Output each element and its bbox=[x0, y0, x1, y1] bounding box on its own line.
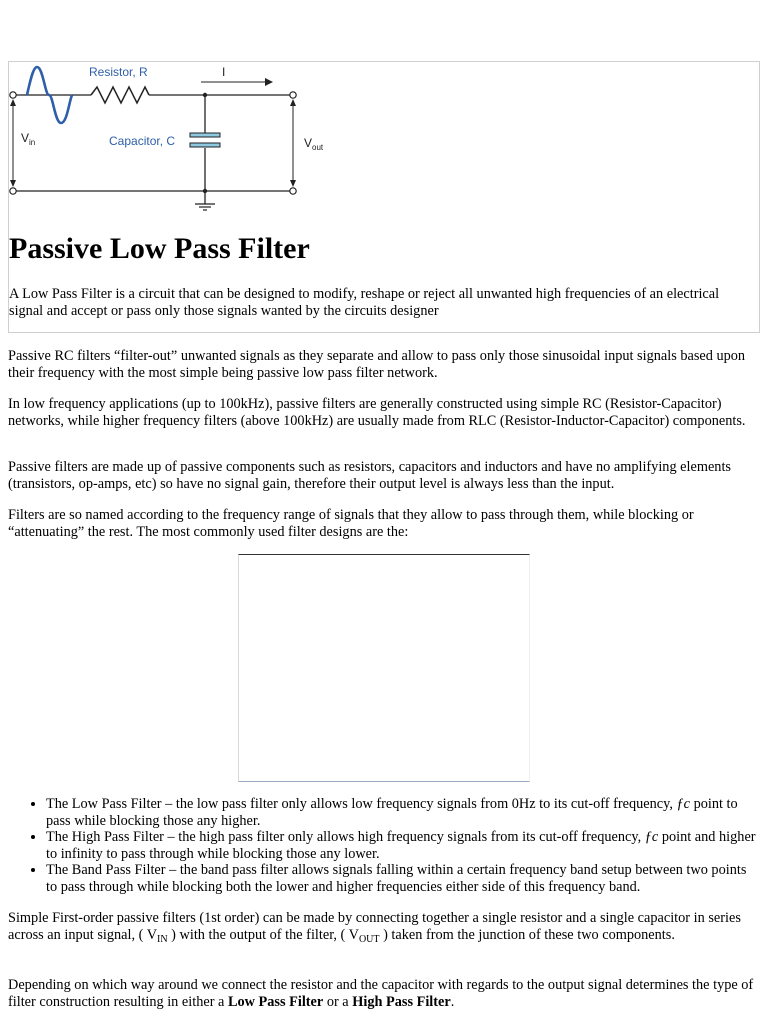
rc-circuit-diagram bbox=[9, 62, 339, 212]
list-item-low-pass: • The Low Pass Filter – the low pass filter only allows low frequency signals from 0Hz to its cut-off frequency, ƒc point to pass while blocking those any higher. bbox=[46, 796, 760, 829]
filter-figure-placeholder bbox=[238, 554, 530, 782]
resistor-label: Resistor, R bbox=[89, 65, 148, 79]
capacitor-label: Capacitor, C bbox=[109, 134, 176, 148]
list-item-high-pass: • The High Pass Filter – the high pass filter only allows high frequency signals from its cut-off frequency, ƒc point and higher to infinity to pass through while blocking those any lower. bbox=[46, 829, 760, 862]
paragraph-5: Simple First-order passive filters (1st order) can be made by connecting together a single resistor and a single capacitor in series across an input signal, ( $V_{IN}$ ) with the output of the filter, ( $V_{OUT}$ ) taken from the junction of these two components. bbox=[8, 910, 741, 945]
paragraph-4: Filters are so named according to the frequency range of signals that they allow to pass through them, while blocking or “attenuating” the rest. The most commonly used filter designs are the: bbox=[8, 507, 694, 540]
header-panel bbox=[8, 61, 760, 333]
vout-label: $V_{out}$ bbox=[304, 136, 324, 152]
paragraph-3: Passive filters are made up of passive components such as resistors, capacitors and inductors and have no amplifying elements (transistors, op-amps, etc) so have no signal gain, therefore their output level is always less than the input. bbox=[8, 459, 731, 492]
resistor-symbol bbox=[91, 87, 149, 103]
capacitor-plate-bottom bbox=[190, 143, 220, 147]
vin-label: $V_{in}$ bbox=[21, 131, 36, 147]
page-title: Passive Low Pass Filter bbox=[9, 232, 310, 265]
current-arrow-icon bbox=[265, 78, 273, 86]
summary-text: A Low Pass Filter is a circuit that can be designed to modify, reshape or reject all unwanted high frequencies of an electrical signal and accept or pass only those signals wanted by the circuits designer bbox=[9, 286, 720, 319]
list-item-band-pass: • The Band Pass Filter – the band pass filter allows signals falling within a certain frequency band setup between two points to pass through while blocking both the lower and higher frequencies either side of this frequency band. bbox=[46, 862, 760, 895]
paragraph-6: Depending on which way around we connect the resistor and the capacitor with regards to the output signal determines the type of filter construction resulting in either a Low Pass Filter or a High Pass Filter. bbox=[8, 977, 754, 1010]
paragraph-1: Passive RC filters “filter-out” unwanted signals as they separate and allow to pass only those sinusoidal input signals based upon their frequency with the most simple being passive low pass filter network. bbox=[8, 348, 746, 381]
ground-icon bbox=[195, 204, 215, 210]
filter-types-list bbox=[8, 796, 760, 895]
paragraph-2: In low frequency applications (up to 100kHz), passive filters are generally constructed using simple RC (Resistor-Capacitor) networks, while higher frequency filters (above 100kHz) are usually made from RLC (Resistor-Inductor-Capacitor) components. bbox=[8, 396, 746, 429]
capacitor-plate-top bbox=[190, 133, 220, 137]
current-label: I bbox=[222, 65, 226, 79]
